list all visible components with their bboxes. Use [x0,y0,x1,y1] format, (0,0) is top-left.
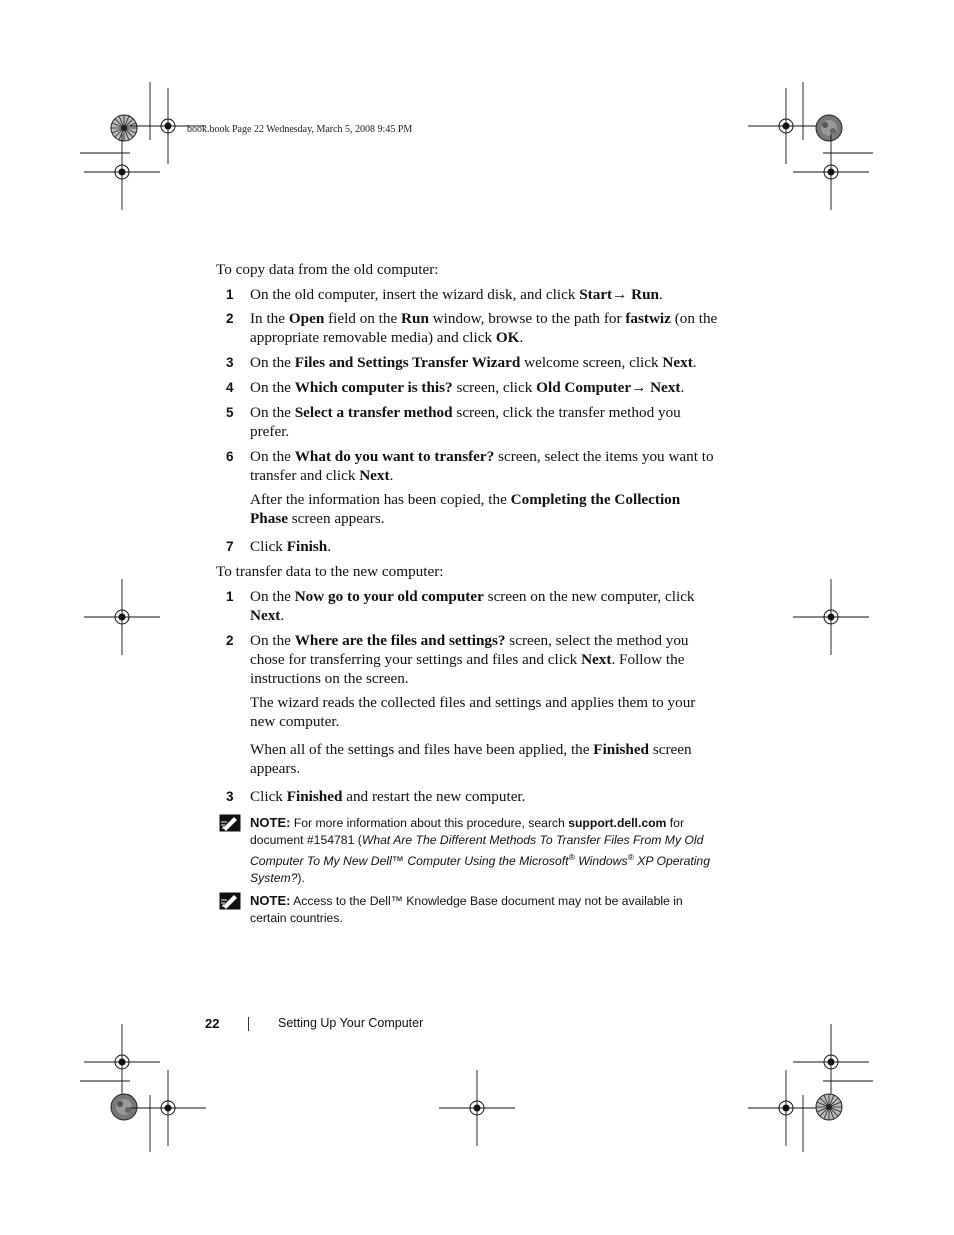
step-text: In the Open field on the Run window, browse to the path for fastwiz (on the appropriate removable media) and click OK. [250,310,718,346]
list-item [226,378,721,397]
list-item [226,447,721,485]
footer-divider [248,1017,249,1031]
note-text: Access to the Dell™ Knowledge Base document may not be available in certain countries. [250,894,683,925]
step-text: Click Finish. [250,538,332,555]
note-1 [250,814,720,887]
step-number: 7 [226,539,234,554]
step-text: On the Which computer is this? screen, click Old Computer→ Next. [250,379,685,396]
list-item [226,309,721,347]
list-item [226,537,721,556]
step-number: 2 [226,311,234,326]
step-number: 3 [226,355,234,370]
note-pencil-icon [219,892,241,910]
step-text: On the Where are the files and settings? screen, select the method you chose for transferring your settings and files and click Next. Follow the instructions on the screen. [250,632,689,687]
page-number: 22 [205,1016,220,1031]
step6-followup: After the information has been copied, the Completing the Collection Phase screen appears. [250,491,681,527]
note-label: NOTE: [250,815,291,830]
step-number: 4 [226,380,234,395]
list-item [226,285,721,304]
section1-intro: To copy data from the old computer: [216,261,439,278]
step-number: 1 [226,589,234,604]
step-text: On the Files and Settings Transfer Wizard welcome screen, click Next. [250,354,697,371]
list-item [226,353,721,372]
list-item [226,403,721,441]
step-text: Click Finished and restart the new computer. [250,788,526,805]
print-header: book.book Page 22 Wednesday, March 5, 2008 9:45 PM [187,124,413,135]
note-text: For more information about this procedure, search support.dell.com for document #154781 (What Are The Different Methods To Transfer Files From My Old Computer To My New Dell™ Computer Using the Microsoft® Windows® XP Operating System?). [250,816,710,886]
step-text: On the Now go to your old computer screen on the new computer, click Next. [250,588,695,624]
note-label: NOTE: [250,893,291,908]
section2-intro: To transfer data to the new computer: [216,563,444,580]
note-pencil-icon [219,814,241,832]
step-text: On the What do you want to transfer? screen, select the items you want to transfer and click Next. [250,448,714,484]
list-item [226,587,721,625]
note-2 [250,892,720,927]
step-number: 6 [226,449,234,464]
list-item [226,631,721,688]
step-text: On the Select a transfer method screen, click the transfer method you prefer. [250,404,681,440]
step-number: 1 [226,287,234,302]
step-number: 2 [226,633,234,648]
step2-followup-2: When all of the settings and files have been applied, the Finished screen appears. [250,741,692,777]
step-text: On the old computer, insert the wizard disk, and click Start→ Run. [250,286,663,303]
list-item [226,787,721,806]
step-number: 3 [226,789,234,804]
step-number: 5 [226,405,234,420]
chapter-title: Setting Up Your Computer [278,1016,424,1030]
step2-followup-1: The wizard reads the collected files and settings and applies them to your new computer. [250,694,696,730]
